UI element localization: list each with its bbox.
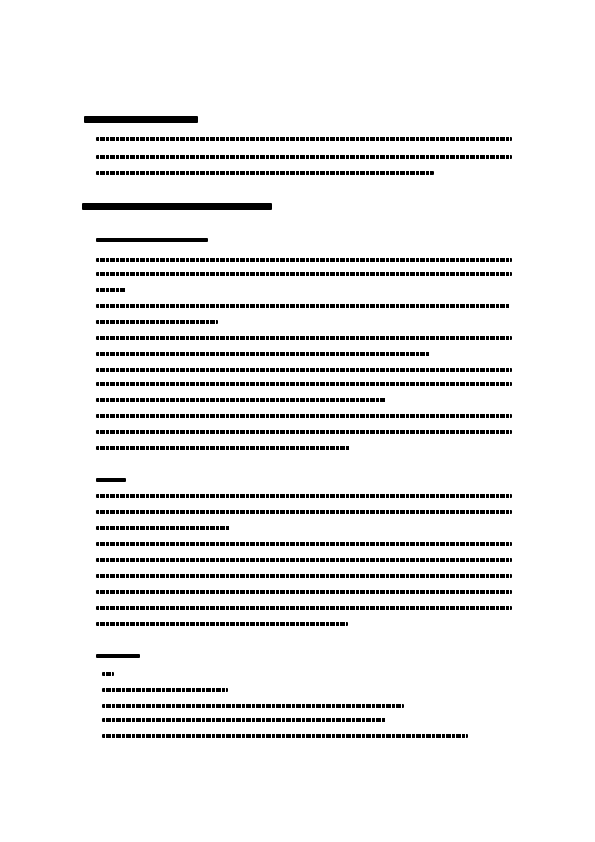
paragraph-line <box>96 606 512 610</box>
paragraph-line <box>96 622 348 626</box>
paragraph-line <box>96 574 512 578</box>
paragraph-line <box>96 494 512 498</box>
paragraph-line <box>96 542 512 546</box>
paragraph-line <box>96 258 512 262</box>
list-item <box>102 704 404 708</box>
list-item <box>102 688 228 692</box>
list-item <box>102 734 468 738</box>
paragraph-line <box>96 368 512 372</box>
paragraph-line <box>96 590 512 594</box>
list-item <box>102 672 114 676</box>
paragraph-line <box>96 446 350 450</box>
paragraph-line <box>96 526 230 530</box>
paragraph-line <box>96 137 512 141</box>
paragraph-line <box>96 430 512 434</box>
sub-heading-3 <box>96 654 140 658</box>
paragraph-line <box>96 382 512 386</box>
paragraph-line <box>96 352 430 356</box>
paragraph-line <box>96 414 512 418</box>
paragraph-line <box>96 304 510 308</box>
paragraph-line <box>96 320 218 324</box>
paragraph-line <box>96 272 512 276</box>
section-heading-1 <box>84 116 198 123</box>
paragraph-line <box>96 398 386 402</box>
section-heading-2 <box>82 203 272 210</box>
paragraph-line <box>96 510 512 514</box>
list-item <box>102 718 386 722</box>
paragraph-line <box>96 155 512 159</box>
sub-heading-1 <box>96 238 208 242</box>
paragraph-line <box>96 336 512 340</box>
paragraph-line <box>96 558 512 562</box>
paragraph-line <box>96 171 434 175</box>
sub-heading-2 <box>96 478 126 482</box>
paragraph-line <box>96 288 126 292</box>
